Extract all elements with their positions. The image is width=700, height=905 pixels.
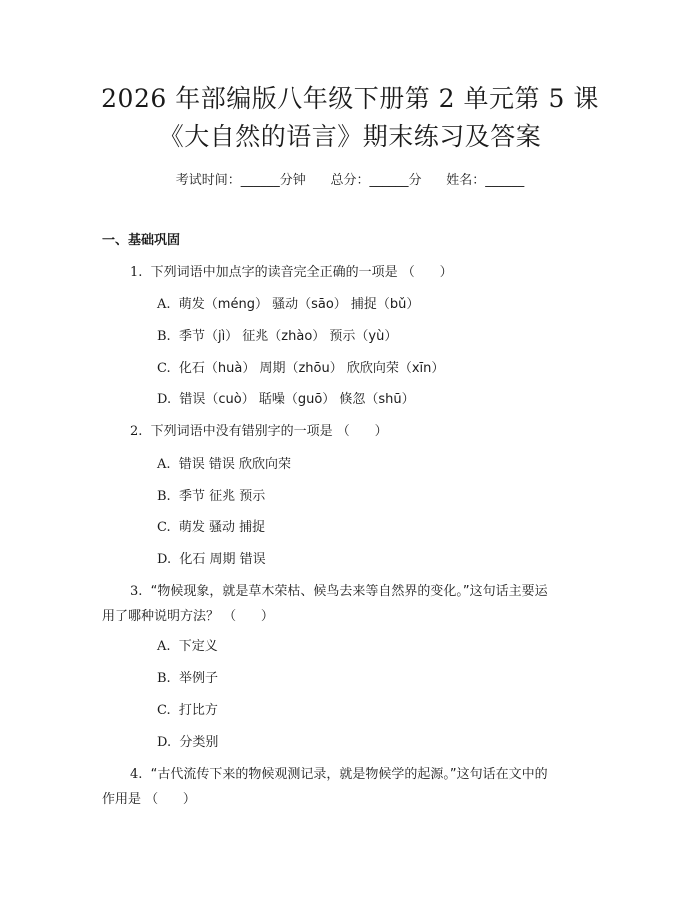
question-number: 1. [130,265,143,280]
exam-meta-info: 考试时间：______分钟 总分：______分 姓名：______ [175,173,525,188]
question-4-text-continued: 作用是 （ ） [102,792,196,807]
option-text: 化石（huà） 周期（zhōu） 欣欣向荣（xīn） [178,361,445,376]
question-1-option-d[interactable] [157,388,415,407]
option-letter: C. [157,361,171,376]
option-letter: D. [157,392,172,407]
option-letter: B. [157,489,171,504]
question-number: 4. [130,767,143,782]
question-1-option-a[interactable] [157,293,419,312]
option-text: 分类别 [179,735,219,750]
question-number: 2. [130,424,143,439]
question-2-option-b[interactable] [157,485,265,504]
title-line-2: 《大自然的语言》期末练习及答案 [158,122,542,151]
question-text: 下列词语中加点字的读音完全正确的一项是 （ ） [150,265,453,280]
option-text: 打比方 [178,703,218,718]
question-2-option-c[interactable] [157,516,265,535]
option-letter: D. [157,735,172,750]
question-2-option-d[interactable] [157,548,266,567]
question-2 [130,420,388,439]
option-text: 错误（cuò） 聒噪（guō） 倏忽（shū） [179,392,415,407]
option-letter: D. [157,552,172,567]
question-1-option-b[interactable] [157,325,397,344]
title-line-1: 2026 年部编版八年级下册第 2 单元第 5 课 [101,84,599,113]
option-text: 举例子 [178,671,218,686]
question-2-option-a[interactable] [157,453,291,472]
option-letter: A. [157,457,171,472]
question-text: 下列词语中没有错别字的一项是 （ ） [150,424,388,439]
option-letter: A. [157,639,171,654]
question-4 [130,763,548,782]
section-heading-basics: 一、基础巩固 [102,233,181,248]
question-3-option-b[interactable] [157,667,218,686]
question-1-option-c[interactable] [157,357,444,376]
option-text: 错误 错误 欣欣向荣 [178,457,292,472]
option-text: 季节（jì） 征兆（zhào） 预示（yù） [178,329,398,344]
question-3-option-a[interactable] [157,635,218,654]
option-letter: C. [157,520,171,535]
option-letter: B. [157,329,171,344]
option-letter: B. [157,671,171,686]
question-3-text-continued: 用了哪种说明方法？ （ ） [102,609,274,624]
option-letter: C. [157,703,171,718]
option-text: 季节 征兆 预示 [178,489,266,504]
question-text: “物候现象，就是草木荣枯、候鸟去来等自然界的变化。”这句话主要运 [150,584,548,599]
question-3-option-d[interactable] [157,731,218,750]
question-3 [130,580,548,599]
question-number: 3. [130,584,143,599]
question-1 [130,261,453,280]
option-text: 下定义 [178,639,218,654]
question-text: “古代流传下来的物候观测记录，就是物候学的起源。”这句话在文中的 [150,767,548,782]
question-3-option-c[interactable] [157,699,218,718]
option-text: 化石 周期 错误 [179,552,266,567]
option-text: 萌发（méng） 骚动（sāo） 捕捉（bǔ） [178,297,420,312]
option-letter: A. [157,297,171,312]
option-text: 萌发 骚动 捕捉 [178,520,266,535]
